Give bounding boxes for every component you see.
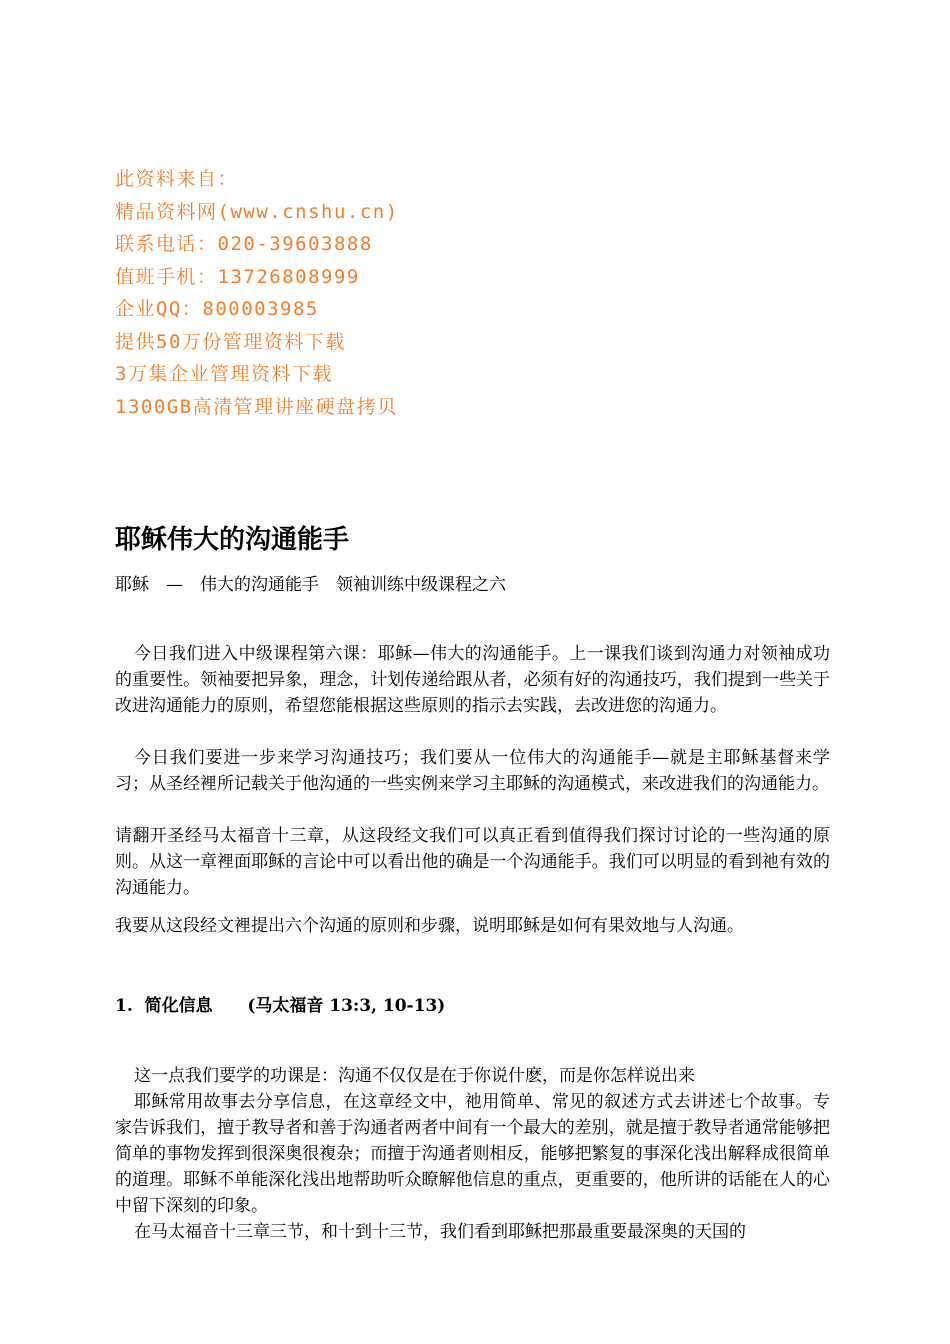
source-line-from: 此资料来自： (115, 168, 239, 190)
section1-paragraph-1: 耶稣常用故事去分享信息，在这章经文中，祂用简单、常见的叙述方式去讲述七个故事。专家告诉我们，擅于教导者和善于沟通者两者中间有一个最大的差别，就是擅于教导者通常能够把简单的事物发挥到很深奥很複杂；而擅于沟通者则相反，能够把繁复的事深化浅出解释成很简单的道理。耶稣不单能深化浅出地帮助听众瞭解他信息的重点，更重要的，他所讲的话能在人的心中留下深刻的印象。 (115, 1092, 830, 1216)
source-line-phone: 联系电话：020-39603888 (115, 233, 373, 255)
body-paragraph-3: 请翻开圣经马太福音十三章，从这段经文我们可以真正看到值得我们探讨讨论的一些沟通的原则。从这一章裡面耶稣的言论中可以看出他的确是一个沟通能手。我们可以明显的看到祂有效的沟通能力。 (115, 826, 830, 898)
source-info-block (115, 163, 815, 423)
intro-paragraph: 今日我们进入中级课程第六课：耶稣—伟大的沟通能手。上一课我们谈到沟通力对领袖成功的重要性。领袖要把异象，理念，计划传递给跟从者，必须有好的沟通技巧，我们提到一些关于改进沟通能力的原则，希望您能根据这些原则的指示去实践，去改进您的沟通力。 (115, 644, 830, 716)
source-line-website: 精品资料网(www.cnshu.cn) (115, 200, 399, 223)
document-subtitle: 耶稣 — 伟大的沟通能手 领袖训练中级课程之六 (115, 575, 506, 595)
source-line-offer-3: 1300GB高清管理讲座硬盘拷贝 (115, 395, 398, 418)
source-line-offer-2: 3万集企业管理资料下载 (115, 363, 333, 385)
source-line-offer-1: 提供50万份管理资料下载 (115, 330, 346, 353)
body-paragraph-4: 我要从这段经文裡提出六个沟通的原则和步骤，说明耶稣是如何有果效地与人沟通。 (115, 916, 744, 936)
source-line-mobile: 值班手机：13726808999 (115, 265, 360, 288)
document-title: 耶稣伟大的沟通能手 (115, 525, 350, 555)
section-heading-1: 1. 简化信息 (马太福音 13:3, 10-13) (115, 996, 446, 1016)
body-paragraph-2: 今日我们要进一步来学习沟通技巧；我们要从一位伟大的沟通能手—就是主耶稣基督来学习；从圣经裡所记载关于他沟通的一些实例来学习主耶稣的沟通模式，来改进我们的沟通能力。 (115, 748, 830, 794)
section1-lesson: 这一点我们要学的功课是：沟通不仅仅是在于你说什麽，而是你怎样说出来 (134, 1066, 695, 1086)
source-line-qq: 企业QQ：800003985 (115, 298, 319, 320)
section1-paragraph-2: 在马太福音十三章三节，和十到十三节，我们看到耶稣把那最重要最深奥的天国的 (134, 1222, 746, 1242)
